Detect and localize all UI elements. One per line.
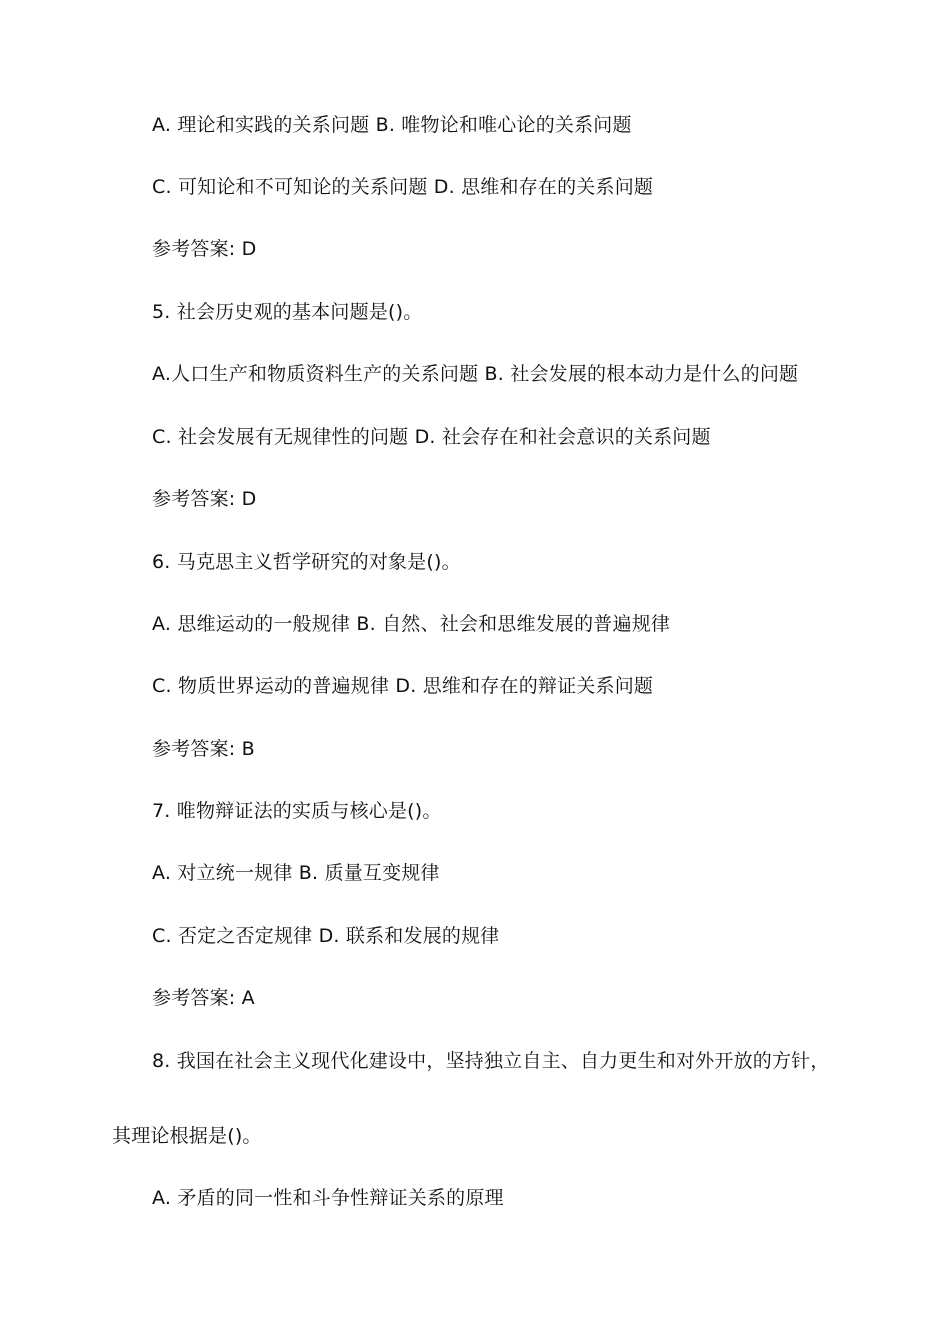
q4-options-cd: C. 可知论和不可知论的关系问题 D. 思维和存在的关系问题 <box>152 176 654 198</box>
q7-options-ab: A. 对立统一规律 B. 质量互变规律 <box>152 862 440 884</box>
q5-options-cd: C. 社会发展有无规律性的问题 D. 社会存在和社会意识的关系问题 <box>152 426 711 448</box>
q5-answer: 参考答案: D <box>152 488 257 510</box>
q8-question: 8. 我国在社会主义现代化建设中，坚持独立自主、自力更生和对外开放的方针， <box>152 1050 830 1072</box>
q8-option-a: A. 矛盾的同一性和斗争性辩证关系的原理 <box>152 1187 504 1209</box>
q7-answer: 参考答案: A <box>152 987 255 1009</box>
q7-options-cd: C. 否定之否定规律 D. 联系和发展的规律 <box>152 925 500 947</box>
q8-question-continued: 其理论根据是()。 <box>112 1125 262 1147</box>
q4-options-ab: A. 理论和实践的关系问题 B. 唯物论和唯心论的关系问题 <box>152 114 632 136</box>
q6-options-ab: A. 思维运动的一般规律 B. 自然、社会和思维发展的普遍规律 <box>152 613 671 635</box>
q6-options-cd: C. 物质世界运动的普遍规律 D. 思维和存在的辩证关系问题 <box>152 675 654 697</box>
q6-question: 6. 马克思主义哲学研究的对象是()。 <box>152 551 461 573</box>
q6-answer: 参考答案: B <box>152 738 255 760</box>
q5-question: 5. 社会历史观的基本问题是()。 <box>152 301 423 323</box>
q4-answer: 参考答案: D <box>152 238 257 260</box>
q7-question: 7. 唯物辩证法的实质与核心是()。 <box>152 800 442 822</box>
q5-options-ab: A.人口生产和物质资料生产的关系问题 B. 社会发展的根本动力是什么的问题 <box>152 363 799 385</box>
